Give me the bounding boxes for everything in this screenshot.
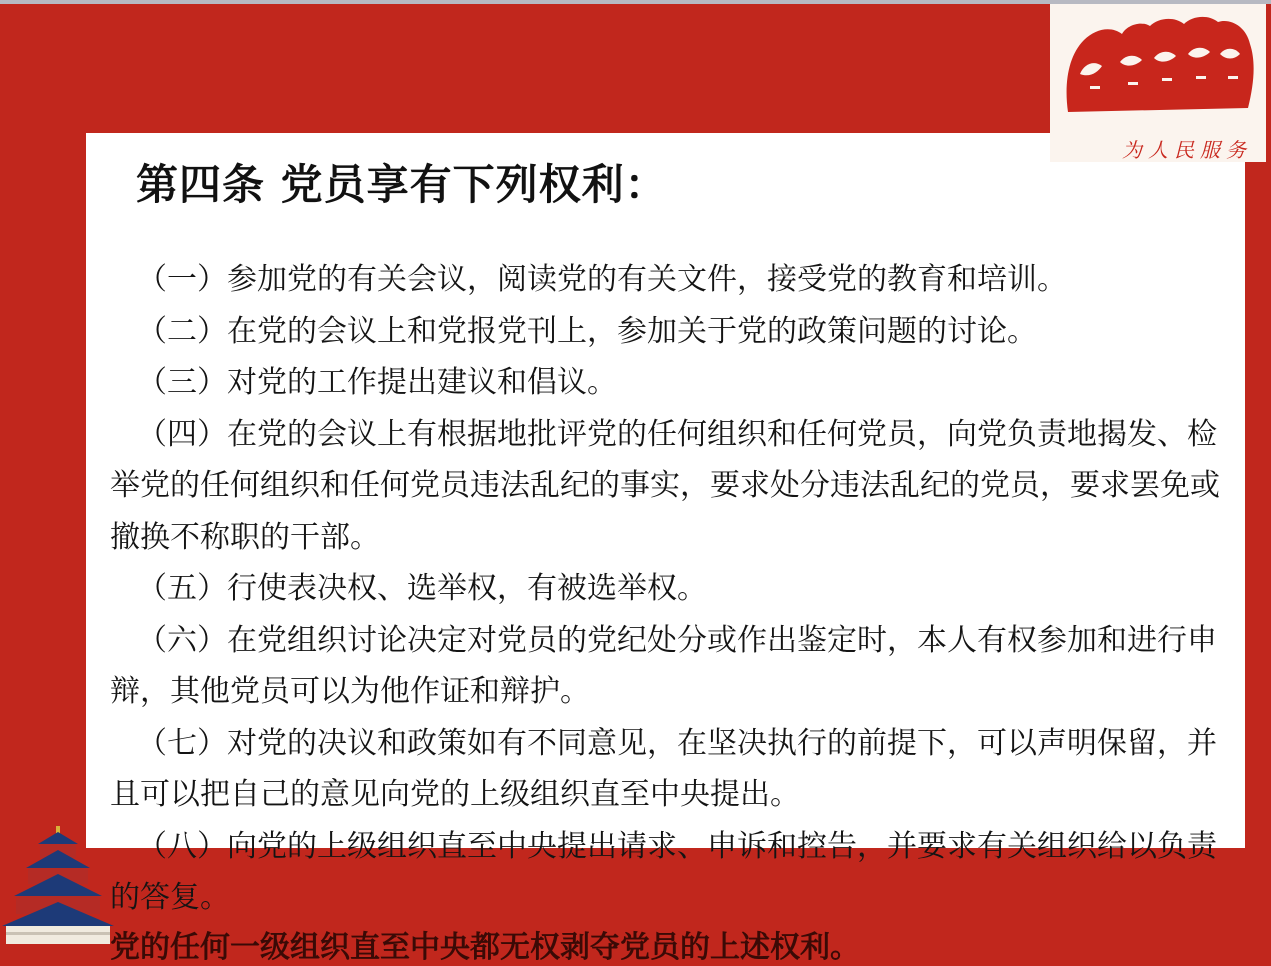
article-title: 第四条 党员享有下列权利： xyxy=(136,160,668,209)
right-item-7: （七）对党的决议和政策如有不同意见，在坚决执行的前提下，可以声明保留，并且可以把自己的意见向党的上级组织直至中央提出。 xyxy=(110,725,1217,812)
right-item-6: （六）在党组织讨论决定对党员的党纪处分或作出鉴定时，本人有权参加和进行申辩，其他党员可以为他作证和辩护。 xyxy=(110,622,1217,709)
right-item-3: （三）对党的工作提出建议和倡议。 xyxy=(137,365,617,400)
closing-statement: 党的任何一级组织直至中央都无权剥夺党员的上述权利。 xyxy=(110,930,860,965)
logo-caption: 为人民服务 xyxy=(1122,138,1252,162)
rights-list xyxy=(110,254,1235,924)
right-item-1: （一）参加党的有关会议，阅读党的有关文件，接受党的教育和培训。 xyxy=(137,262,1067,297)
right-item-2: （二）在党的会议上和党报党刊上，参加关于党的政策问题的讨论。 xyxy=(137,313,1037,349)
right-item-4: （四）在党的会议上有根据地批评党的任何组织和任何党员，向党负责地揭发、检举党的任何组织和任何党员违法乱纪的事实，要求处分违法乱纪的党员，要求罢免或撤换不称职的干部。 xyxy=(110,416,1220,555)
temple-of-heaven-icon xyxy=(0,822,120,944)
right-item-8: （八）向党的上级组织直至中央提出请求、申诉和控告，并要求有关组织给以负责的答复。 xyxy=(110,828,1217,915)
leaders-portrait-logo xyxy=(1050,4,1266,162)
right-item-5: （五）行使表决权、选举权，有被选举权。 xyxy=(137,571,707,606)
